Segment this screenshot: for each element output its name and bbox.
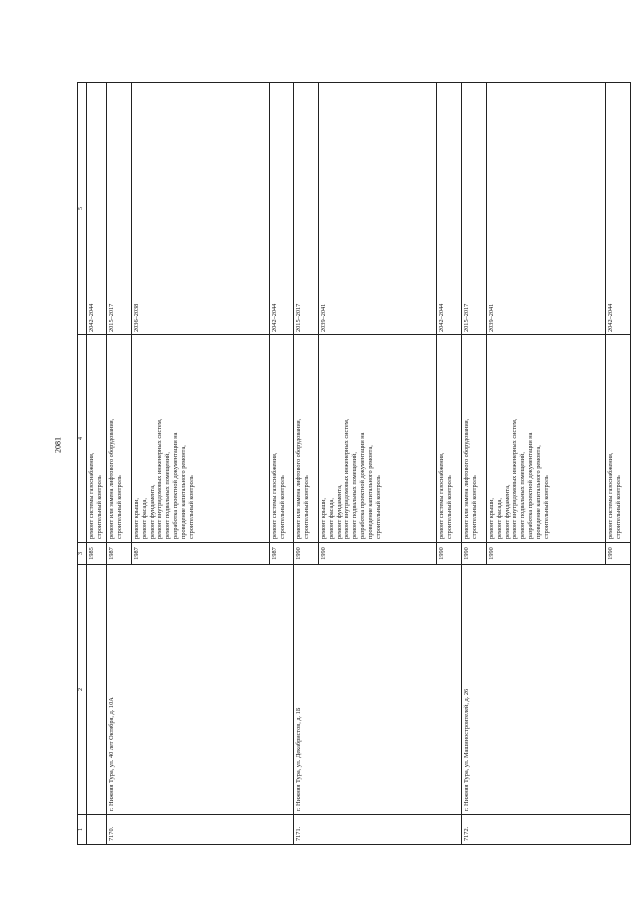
repair-work-line: проведение капитального ремонта, <box>179 445 187 539</box>
repair-work-line: разработка проектной документации на <box>171 432 179 539</box>
commission-year: 1990 <box>319 543 437 565</box>
repair-work-line: разработка проектной документации на <box>358 432 366 539</box>
repair-period: 2015–2017 <box>294 83 319 335</box>
repair-work-line: разработка проектной документации на <box>526 432 534 539</box>
table-row <box>87 83 107 845</box>
repair-period: 2042–2044 <box>437 83 462 335</box>
repair-work-line: ремонт фундамента, <box>335 484 343 539</box>
repair-works <box>487 335 606 543</box>
repair-work-line: ремонт системы газоснабжения, <box>88 452 95 539</box>
repair-work-line: ремонт крыши, <box>133 497 140 539</box>
building-address: г. Нижняя Тура, ул. 40 лет Октября, д. 10А <box>107 565 294 815</box>
repair-work-line: строительный контроль <box>542 475 550 539</box>
table-row <box>294 83 319 845</box>
column-number-3: 3 <box>78 543 87 565</box>
building-address: г. Нижняя Тура, ул. Машиностроителей, д. 26 <box>462 565 631 815</box>
commission-year: 1987 <box>107 543 132 565</box>
commission-year: 1985 <box>87 543 107 565</box>
repair-work-line: ремонт фасада, <box>495 498 503 539</box>
repair-period: 2042–2044 <box>606 83 631 335</box>
rotated-table-wrapper <box>77 83 622 845</box>
repair-work-line: ремонт фундамента, <box>148 484 156 539</box>
commission-year: 1990 <box>437 543 462 565</box>
repair-works <box>319 335 437 543</box>
repair-works <box>107 335 132 543</box>
repair-work-line: строительный контроль <box>374 475 382 539</box>
object-number: 7172. <box>462 815 631 845</box>
repair-work-line: ремонт системы газоснабжения, <box>607 452 614 539</box>
repair-period: 2015–2017 <box>107 83 132 335</box>
repair-works <box>437 335 462 543</box>
header-row <box>78 83 87 845</box>
repair-work-line: ремонт или замена лифтового оборудования, <box>108 418 115 539</box>
repair-work-line: ремонт или замена лифтового оборудования, <box>295 418 302 539</box>
capital-repair-table <box>77 82 631 845</box>
table-row <box>107 83 132 845</box>
repair-work-line: ремонт крыши, <box>320 497 327 539</box>
repair-period: 2039–2041 <box>487 83 606 335</box>
repair-work-line: строительный контроль <box>115 475 123 539</box>
repair-work-line: ремонт системы газоснабжения, <box>438 452 445 539</box>
repair-works <box>294 335 319 543</box>
commission-year: 1990 <box>462 543 487 565</box>
commission-year: 1990 <box>487 543 606 565</box>
repair-work-line: строительный контроль <box>187 475 195 539</box>
repair-period: 2015–2017 <box>462 83 487 335</box>
commission-year: 1987 <box>270 543 294 565</box>
repair-work-line: строительный контроль <box>445 475 453 539</box>
repair-works <box>87 335 107 543</box>
building-address <box>87 565 107 815</box>
object-number: 7170. <box>107 815 294 845</box>
repair-work-line: ремонт подвальных помещений, <box>519 452 527 539</box>
repair-work-line: строительный контроль <box>278 475 286 539</box>
repair-work-line: строительный контроль <box>95 475 103 539</box>
repair-work-line: ремонт внутридомовых инженерных систем, <box>343 418 351 539</box>
column-number-5: 5 <box>78 83 87 335</box>
column-number-2: 2 <box>78 565 87 815</box>
building-address: г. Нижняя Тура, ул. Декабристов, д. 1Б <box>294 565 462 815</box>
repair-works <box>270 335 294 543</box>
page-number: 2081 <box>53 437 63 453</box>
object-number <box>87 815 107 845</box>
repair-work-line: ремонт крыши, <box>488 497 495 539</box>
repair-work-line: строительный контроль <box>470 475 478 539</box>
repair-work-line: ремонт подвальных помещений, <box>351 452 359 539</box>
repair-works <box>606 335 631 543</box>
repair-work-line: ремонт внутридомовых инженерных систем, <box>511 418 519 539</box>
repair-work-line: ремонт внутридомовых инженерных систем, <box>156 418 164 539</box>
commission-year: 1987 <box>132 543 270 565</box>
column-number-4: 4 <box>78 335 87 543</box>
repair-work-line: строительный контроль <box>614 475 622 539</box>
repair-period: 2039–2041 <box>319 83 437 335</box>
repair-works <box>132 335 270 543</box>
table-row <box>462 83 487 845</box>
repair-work-line: ремонт фасада, <box>327 498 335 539</box>
column-number-1: 1 <box>78 815 87 845</box>
repair-period: 2042–2044 <box>87 83 107 335</box>
repair-period: 2042–2044 <box>270 83 294 335</box>
commission-year: 1990 <box>606 543 631 565</box>
table-sheet <box>77 83 622 845</box>
repair-works <box>462 335 487 543</box>
repair-work-line: проведение капитального ремонта, <box>366 445 374 539</box>
repair-work-line: ремонт фасада, <box>140 498 148 539</box>
commission-year: 1990 <box>294 543 319 565</box>
repair-work-line: ремонт подвальных помещений, <box>164 452 172 539</box>
repair-period: 2036–2038 <box>132 83 270 335</box>
object-number: 7171. <box>294 815 462 845</box>
repair-work-line: проведение капитального ремонта, <box>534 445 542 539</box>
repair-work-line: ремонт или замена лифтового оборудования, <box>463 418 470 539</box>
repair-work-line: строительный контроль <box>302 475 310 539</box>
repair-work-line: ремонт системы газоснабжения, <box>271 452 278 539</box>
repair-work-line: ремонт фундамента, <box>503 484 511 539</box>
